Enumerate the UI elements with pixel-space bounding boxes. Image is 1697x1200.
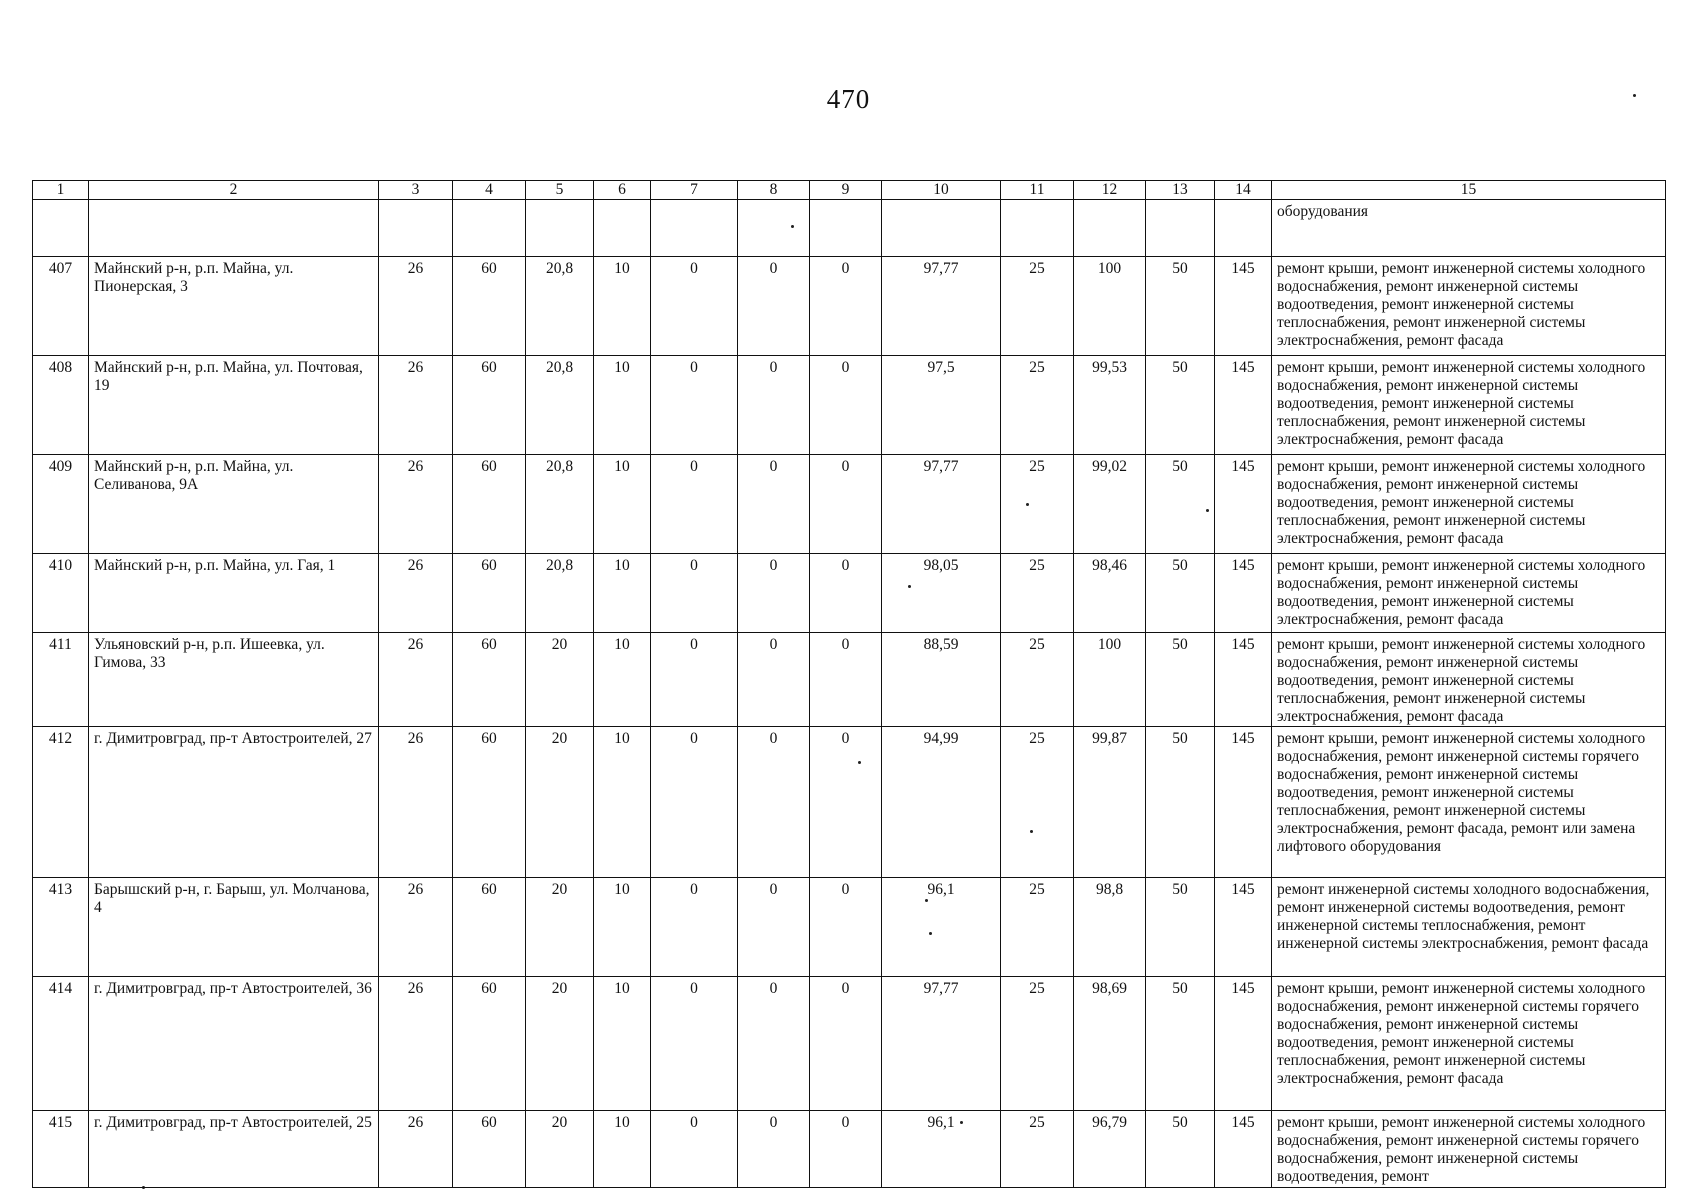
- cell-col-5: 20,8: [526, 257, 594, 356]
- cell-works: ремонт крыши, ремонт инженерной системы холодного водоснабжения, ремонт инженерной системы водоотведения, ремонт инженерной системы теплоснабжения, ремонт инженерной системы электроснабжения, ремонт фасада: [1272, 356, 1666, 455]
- cell-col-3: 26: [379, 554, 453, 633]
- scan-speck: [1633, 94, 1636, 97]
- cell-col-4: 60: [453, 878, 526, 977]
- cell-col-4: 60: [453, 727, 526, 878]
- cell-address: Майнский р-н, р.п. Майна, ул. Почтовая, 19: [89, 356, 379, 455]
- cell-col-11: 25: [1001, 1111, 1074, 1188]
- cell-row-number: 409: [33, 455, 89, 554]
- cell-col-13: 50: [1146, 878, 1215, 977]
- cell-col-10: 94,99: [882, 727, 1001, 878]
- cell-col-6: 10: [594, 1111, 651, 1188]
- cell-col-3: 26: [379, 727, 453, 878]
- cell-col-11: 25: [1001, 257, 1074, 356]
- cell-col-7: 0: [651, 633, 738, 727]
- cell-address: Майнский р-н, р.п. Майна, ул. Пионерская, 3: [89, 257, 379, 356]
- cell-col-11: 25: [1001, 554, 1074, 633]
- cell-col-7: 0: [651, 257, 738, 356]
- cell-col-10: 88,59: [882, 633, 1001, 727]
- cell-col-11: 25: [1001, 633, 1074, 727]
- cell-col-14: 145: [1215, 977, 1272, 1111]
- cell-empty: [1074, 200, 1146, 257]
- cell-col-10: 97,77: [882, 977, 1001, 1111]
- cell-col-11: 25: [1001, 977, 1074, 1111]
- cell-col-14: 145: [1215, 554, 1272, 633]
- cell-row-number: 414: [33, 977, 89, 1111]
- cell-col-3: 26: [379, 257, 453, 356]
- cell-col-8: 0: [738, 1111, 810, 1188]
- cell-col-3: 26: [379, 455, 453, 554]
- repair-register-table: [32, 180, 1666, 1188]
- cell-col-8: 0: [738, 878, 810, 977]
- cell-col-6: 10: [594, 977, 651, 1111]
- cell-col-9: 0: [810, 727, 882, 878]
- cell-address: Майнский р-н, р.п. Майна, ул. Селиванова, 9А: [89, 455, 379, 554]
- cell-row-number: 415: [33, 1111, 89, 1188]
- column-number: 15: [1272, 181, 1666, 200]
- cell-col-12: 98,8: [1074, 878, 1146, 977]
- cell-col-12: 98,69: [1074, 977, 1146, 1111]
- cell-col-9: 0: [810, 455, 882, 554]
- cell-col-13: 50: [1146, 257, 1215, 356]
- cell-col-7: 0: [651, 878, 738, 977]
- cell-col-8: 0: [738, 554, 810, 633]
- cell-col-10: 96,1: [882, 878, 1001, 977]
- table-row: [33, 633, 1666, 727]
- table-row: [33, 727, 1666, 878]
- cell-works-continuation: оборудования: [1272, 200, 1666, 257]
- cell-col-10: 96,1: [882, 1111, 1001, 1188]
- table-row: [33, 878, 1666, 977]
- cell-row-number: 407: [33, 257, 89, 356]
- cell-empty: [1001, 200, 1074, 257]
- column-number: 10: [882, 181, 1001, 200]
- column-number: 8: [738, 181, 810, 200]
- cell-row-number: 410: [33, 554, 89, 633]
- cell-col-5: 20: [526, 977, 594, 1111]
- column-number: 12: [1074, 181, 1146, 200]
- cell-col-7: 0: [651, 1111, 738, 1188]
- cell-col-14: 145: [1215, 878, 1272, 977]
- cell-row-number: 413: [33, 878, 89, 977]
- cell-address: г. Димитровград, пр-т Автостроителей, 36: [89, 977, 379, 1111]
- cell-col-13: 50: [1146, 633, 1215, 727]
- continuation-row: [33, 200, 1666, 257]
- cell-col-13: 50: [1146, 554, 1215, 633]
- column-number: 3: [379, 181, 453, 200]
- cell-col-13: 50: [1146, 727, 1215, 878]
- cell-col-10: 98,05: [882, 554, 1001, 633]
- cell-col-11: 25: [1001, 356, 1074, 455]
- cell-row-number: 411: [33, 633, 89, 727]
- column-number: 13: [1146, 181, 1215, 200]
- cell-col-11: 25: [1001, 455, 1074, 554]
- cell-col-6: 10: [594, 257, 651, 356]
- cell-empty: [882, 200, 1001, 257]
- cell-row-number: 408: [33, 356, 89, 455]
- cell-col-5: 20,8: [526, 356, 594, 455]
- cell-works: ремонт крыши, ремонт инженерной системы холодного водоснабжения, ремонт инженерной системы водоотведения, ремонт инженерной системы теплоснабжения, ремонт инженерной системы электроснабжения, ремонт фасада: [1272, 633, 1666, 727]
- table-row: [33, 455, 1666, 554]
- cell-col-6: 10: [594, 554, 651, 633]
- column-number: 5: [526, 181, 594, 200]
- cell-empty: [33, 200, 89, 257]
- cell-col-9: 0: [810, 356, 882, 455]
- cell-col-10: 97,77: [882, 455, 1001, 554]
- cell-col-14: 145: [1215, 1111, 1272, 1188]
- cell-col-5: 20: [526, 727, 594, 878]
- column-number: 2: [89, 181, 379, 200]
- cell-col-6: 10: [594, 727, 651, 878]
- cell-col-12: 100: [1074, 633, 1146, 727]
- cell-col-8: 0: [738, 977, 810, 1111]
- cell-col-8: 0: [738, 727, 810, 878]
- cell-works: ремонт крыши, ремонт инженерной системы холодного водоснабжения, ремонт инженерной системы водоотведения, ремонт инженерной системы теплоснабжения, ремонт инженерной системы электроснабжения, ремонт фасада: [1272, 257, 1666, 356]
- cell-col-5: 20: [526, 878, 594, 977]
- cell-col-6: 10: [594, 356, 651, 455]
- cell-col-14: 145: [1215, 257, 1272, 356]
- cell-address: Майнский р-н, р.п. Майна, ул. Гая, 1: [89, 554, 379, 633]
- cell-col-13: 50: [1146, 455, 1215, 554]
- cell-col-9: 0: [810, 878, 882, 977]
- cell-col-5: 20: [526, 1111, 594, 1188]
- cell-col-3: 26: [379, 633, 453, 727]
- cell-col-7: 0: [651, 977, 738, 1111]
- cell-works: ремонт крыши, ремонт инженерной системы холодного водоснабжения, ремонт инженерной системы горячего водоснабжения, ремонт инженерной системы водоотведения, ремонт инженерной системы теплоснабжения, ремонт инженерной системы электроснабжения, ремонт фасада: [1272, 977, 1666, 1111]
- cell-empty: [594, 200, 651, 257]
- table-row: [33, 554, 1666, 633]
- cell-col-5: 20,8: [526, 554, 594, 633]
- column-number: 9: [810, 181, 882, 200]
- cell-empty: [89, 200, 379, 257]
- column-number: 1: [33, 181, 89, 200]
- cell-works: ремонт крыши, ремонт инженерной системы холодного водоснабжения, ремонт инженерной системы горячего водоснабжения, ремонт инженерной системы водоотведения, ремонт инженерной системы теплоснабжения, ремонт инженерной системы электроснабжения, ремонт фасада, ремонт или замена лифтового оборудования: [1272, 727, 1666, 878]
- cell-col-12: 99,02: [1074, 455, 1146, 554]
- cell-empty: [453, 200, 526, 257]
- column-number: 4: [453, 181, 526, 200]
- cell-col-5: 20,8: [526, 455, 594, 554]
- cell-empty: [738, 200, 810, 257]
- cell-col-6: 10: [594, 878, 651, 977]
- cell-col-14: 145: [1215, 633, 1272, 727]
- cell-address: г. Димитровград, пр-т Автостроителей, 27: [89, 727, 379, 878]
- cell-col-8: 0: [738, 257, 810, 356]
- cell-col-8: 0: [738, 633, 810, 727]
- cell-col-11: 25: [1001, 878, 1074, 977]
- cell-col-4: 60: [453, 356, 526, 455]
- cell-works: ремонт крыши, ремонт инженерной системы холодного водоснабжения, ремонт инженерной системы водоотведения, ремонт инженерной системы теплоснабжения, ремонт инженерной системы электроснабжения, ремонт фасада: [1272, 455, 1666, 554]
- cell-col-6: 10: [594, 455, 651, 554]
- column-number: 11: [1001, 181, 1074, 200]
- cell-empty: [1215, 200, 1272, 257]
- cell-col-7: 0: [651, 455, 738, 554]
- cell-col-4: 60: [453, 455, 526, 554]
- column-number: 6: [594, 181, 651, 200]
- table-row: [33, 1111, 1666, 1188]
- cell-col-9: 0: [810, 633, 882, 727]
- cell-col-9: 0: [810, 1111, 882, 1188]
- cell-empty: [526, 200, 594, 257]
- cell-col-8: 0: [738, 455, 810, 554]
- cell-works: ремонт крыши, ремонт инженерной системы холодного водоснабжения, ремонт инженерной системы водоотведения, ремонт инженерной системы электроснабжения, ремонт фасада: [1272, 554, 1666, 633]
- table-row: [33, 257, 1666, 356]
- cell-col-11: 25: [1001, 727, 1074, 878]
- cell-col-3: 26: [379, 878, 453, 977]
- table-row: [33, 977, 1666, 1111]
- cell-col-3: 26: [379, 1111, 453, 1188]
- cell-col-14: 145: [1215, 455, 1272, 554]
- cell-works: ремонт инженерной системы холодного водоснабжения, ремонт инженерной системы водоотведения, ремонт инженерной системы теплоснабжения, ремонт инженерной системы электроснабжения, ремонт фасада: [1272, 878, 1666, 977]
- cell-col-3: 26: [379, 977, 453, 1111]
- column-number: 14: [1215, 181, 1272, 200]
- cell-col-10: 97,5: [882, 356, 1001, 455]
- cell-empty: [810, 200, 882, 257]
- cell-col-10: 97,77: [882, 257, 1001, 356]
- page-number: 470: [826, 84, 871, 114]
- cell-works: ремонт крыши, ремонт инженерной системы холодного водоснабжения, ремонт инженерной системы горячего водоснабжения, ремонт инженерной системы водоотведения, ремонт: [1272, 1111, 1666, 1188]
- cell-col-14: 145: [1215, 727, 1272, 878]
- cell-col-4: 60: [453, 633, 526, 727]
- cell-empty: [1146, 200, 1215, 257]
- cell-col-12: 99,53: [1074, 356, 1146, 455]
- cell-col-12: 100: [1074, 257, 1146, 356]
- cell-address: г. Димитровград, пр-т Автостроителей, 25: [89, 1111, 379, 1188]
- cell-col-4: 60: [453, 1111, 526, 1188]
- cell-col-4: 60: [453, 257, 526, 356]
- cell-col-5: 20: [526, 633, 594, 727]
- cell-empty: [651, 200, 738, 257]
- cell-col-14: 145: [1215, 356, 1272, 455]
- table-row: [33, 356, 1666, 455]
- column-number-row: [33, 181, 1666, 200]
- cell-col-13: 50: [1146, 356, 1215, 455]
- cell-col-12: 96,79: [1074, 1111, 1146, 1188]
- cell-empty: [379, 200, 453, 257]
- cell-col-12: 98,46: [1074, 554, 1146, 633]
- cell-col-12: 99,87: [1074, 727, 1146, 878]
- cell-col-13: 50: [1146, 977, 1215, 1111]
- column-number: 7: [651, 181, 738, 200]
- cell-col-8: 0: [738, 356, 810, 455]
- cell-col-7: 0: [651, 554, 738, 633]
- cell-col-6: 10: [594, 633, 651, 727]
- cell-col-4: 60: [453, 977, 526, 1111]
- cell-row-number: 412: [33, 727, 89, 878]
- cell-col-9: 0: [810, 257, 882, 356]
- cell-col-7: 0: [651, 727, 738, 878]
- cell-address: Барышский р-н, г. Барыш, ул. Молчанова, 4: [89, 878, 379, 977]
- cell-col-7: 0: [651, 356, 738, 455]
- cell-col-3: 26: [379, 356, 453, 455]
- cell-col-4: 60: [453, 554, 526, 633]
- cell-col-9: 0: [810, 977, 882, 1111]
- cell-col-13: 50: [1146, 1111, 1215, 1188]
- cell-address: Ульяновский р-н, р.п. Ишеевка, ул. Гимова, 33: [89, 633, 379, 727]
- cell-col-9: 0: [810, 554, 882, 633]
